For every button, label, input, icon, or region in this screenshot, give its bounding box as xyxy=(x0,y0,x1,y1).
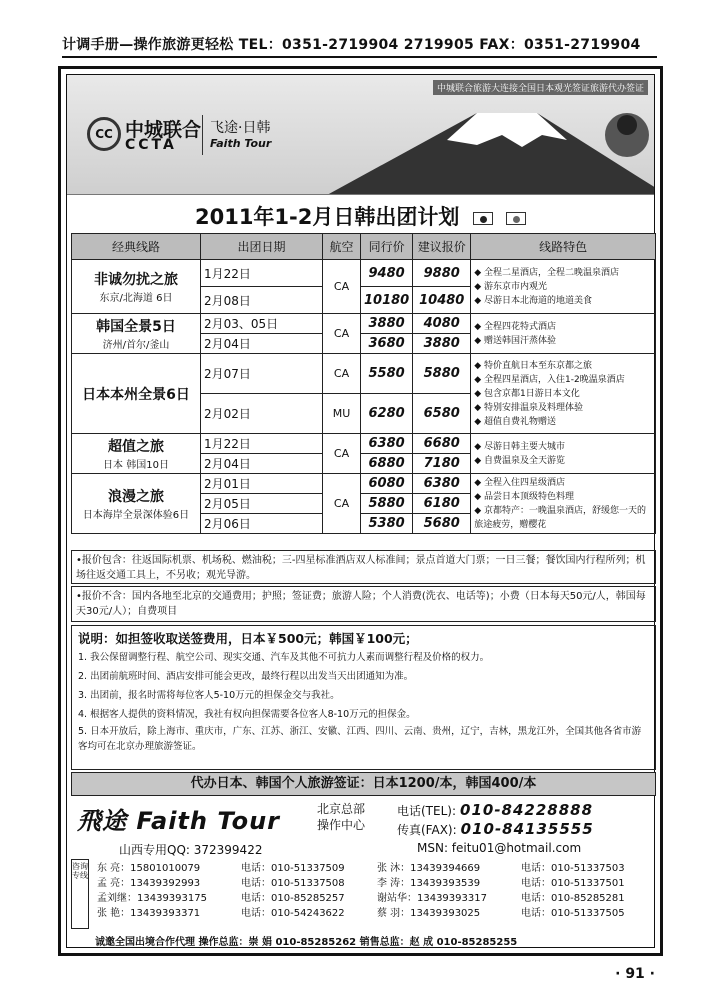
table-row xyxy=(72,474,656,494)
route-sub: 日本海岸全景深体验6日 xyxy=(82,510,190,521)
route-name: 浪漫之旅 xyxy=(108,489,164,505)
contact-phones xyxy=(397,801,594,839)
features-cell xyxy=(471,314,656,354)
retail-price: 5880 xyxy=(413,354,471,394)
air-cell: CA xyxy=(323,474,361,534)
date-cell: 2月02日 xyxy=(201,394,323,434)
contact-cell: 电话：010-85285257 xyxy=(241,893,345,904)
explanation-item: 1. 我公保留调整行程、航空公司、现实交通、汽车及其他不可抗力人素而调整行程及价格的权力。 xyxy=(78,652,490,663)
route-cell xyxy=(72,354,201,434)
mount-fuji-illustration xyxy=(327,95,654,195)
peer-price: 3680 xyxy=(361,334,413,354)
route-sub: 日本 韩国10日 xyxy=(103,460,169,471)
explanation-box xyxy=(71,625,656,770)
explanation-item: 2. 出团前航班时间、酒店安排可能会更改，最终行程以出发当天出团通知为准。 xyxy=(78,671,414,682)
ops-text: 操作中心 xyxy=(317,818,366,832)
header-cell: 经典线路 xyxy=(72,234,201,260)
retail-price: 6580 xyxy=(413,394,471,434)
ccta-logo-icon: CC xyxy=(87,117,121,151)
explanation-lead: 说明：如担签收取送签费用，日本￥500元；韩国￥100元； xyxy=(78,631,418,646)
feature-item: ◆ 全程四星酒店，入住1-2晚温泉酒店 xyxy=(474,373,652,387)
route-cell xyxy=(72,434,201,474)
banner-tagline: 中城联合旅游大连接全国日本观光签证旅游代办签证 xyxy=(433,80,648,95)
brand-cn: 飞途·日韩 xyxy=(210,120,271,136)
table-row xyxy=(72,260,656,287)
contact-cell: 东 亮：15801010079 xyxy=(97,863,201,874)
title-text: 2011年1-2月日韩出团计划 xyxy=(194,205,460,229)
table-row xyxy=(72,314,656,334)
fax-label: 传真(FAX): xyxy=(397,823,457,837)
contact-row xyxy=(95,874,655,889)
peer-price: 3880 xyxy=(361,314,413,334)
peer-price: 10180 xyxy=(361,287,413,314)
tel-label: 电话(TEL): xyxy=(397,804,457,818)
route-sub: 济州/首尔/釜山 xyxy=(102,340,170,351)
contact-cell: 张 艳：13439393371 xyxy=(97,908,201,919)
price-excluded-note: •报价不含：国内各地至北京的交通费用；护照；签证费；旅游人险；个人消费(洗衣、电话等)；小费（日本每天50元/人，韩国每天30元/人）；自费项目 xyxy=(71,586,656,622)
contact-row xyxy=(95,859,655,874)
japan-flag-icon xyxy=(473,212,493,225)
page-title xyxy=(67,197,654,231)
tel-line xyxy=(397,801,594,820)
route-name: 日本本州全景6日 xyxy=(82,386,190,403)
retail-price: 6180 xyxy=(413,494,471,514)
feature-item: ◆ 特价直航日本至东京都之旅 xyxy=(474,359,652,373)
peer-price: 5380 xyxy=(361,514,413,534)
ad-frame xyxy=(58,66,663,956)
fax-line xyxy=(397,820,594,839)
ad-inner xyxy=(66,74,655,948)
korea-flag-icon xyxy=(506,212,526,225)
date-cell: 1月22日 xyxy=(201,434,323,454)
logo-cn: 中城联合 xyxy=(125,119,202,141)
features-cell xyxy=(471,474,656,534)
features-cell xyxy=(471,354,656,434)
contact-cell: 电话：010-51337505 xyxy=(521,908,625,919)
page-number: · 91 · xyxy=(615,966,655,982)
contact-cell: 张 沐：13439394669 xyxy=(376,863,481,874)
contact-cell: 谢站华：13439393317 xyxy=(376,893,487,904)
air-cell: CA xyxy=(323,434,361,474)
retail-price: 5680 xyxy=(413,514,471,534)
features-cell xyxy=(471,434,656,474)
feature-item: ◆ 全程二星酒店，全程二晚温泉酒店 xyxy=(474,266,652,280)
visa-agent-bar: 代办日本、韩国个人旅游签证：日本1200/本，韩国400/本 xyxy=(71,772,656,796)
contact-cell: 电话：010-85285281 xyxy=(521,893,625,904)
price-included-note: •报价包含：往返国际机票、机场税、燃油税；三-四星标准酒店双人标准间；景点首道大门票；一日三餐；餐饮国内行程所列；机场往返交通工具上，不另收；观光导游。 xyxy=(71,550,656,584)
route-name: 非诚勿扰之旅 xyxy=(94,272,178,288)
feature-item: ◆ 全程四花特式酒店 xyxy=(474,320,652,334)
retail-price: 4080 xyxy=(413,314,471,334)
header-cell: 建议报价 xyxy=(413,234,471,260)
hq-text: 北京总部 xyxy=(317,802,366,816)
table-row xyxy=(72,434,656,454)
retail-price: 6380 xyxy=(413,474,471,494)
feature-item: ◆ 品尝日本顶级特色料理 xyxy=(474,490,652,504)
retail-price: 10480 xyxy=(413,287,471,314)
banner xyxy=(67,75,654,195)
date-cell: 2月06日 xyxy=(201,514,323,534)
header-cell: 同行价 xyxy=(361,234,413,260)
feature-item: ◆ 自费温泉及全天游览 xyxy=(474,454,652,468)
route-cell xyxy=(72,314,201,354)
feature-item: ◆ 游东京市内观光 xyxy=(474,280,652,294)
contact-cell: 孟刘继：13439393175 xyxy=(97,893,207,904)
date-cell: 2月04日 xyxy=(201,454,323,474)
faith-tour-logo: 飛途 Faith Tour xyxy=(77,807,281,835)
air-cell: CA xyxy=(323,260,361,314)
brand-en: Faith Tour xyxy=(210,137,272,150)
peer-price: 9480 xyxy=(361,260,413,287)
peer-price: 6380 xyxy=(361,434,413,454)
logo-en: CCTA xyxy=(125,137,177,153)
fax-number: 010-84135555 xyxy=(460,820,594,838)
header-strip: 计调手册—操作旅游更轻松 TEL：0351-2719904 2719905 FAX：0351-2719904 xyxy=(62,34,657,58)
contact-row xyxy=(95,889,655,904)
table-header-row xyxy=(72,234,656,260)
feature-item: ◆ 特别安排温泉及料理体验 xyxy=(474,401,652,415)
route-name: 韩国全景5日 xyxy=(96,319,176,335)
peer-price: 6080 xyxy=(361,474,413,494)
feature-item: ◆ 超值自费礼物赠送 xyxy=(474,415,652,429)
route-cell xyxy=(72,474,201,534)
feature-item: ◆ 包含京都1日游日本文化 xyxy=(474,387,652,401)
explanation-item: 5. 日本开放后，除上海市、重庆市，广东、江苏、浙江、安徽、江西、四川、云南、贵州，辽宁，吉林，黑龙江外，全国其他各省市游客均可在北京办理旅游签证。 xyxy=(78,726,642,752)
date-cell: 2月04日 xyxy=(201,334,323,354)
route-sub: 东京/北海道 6日 xyxy=(99,293,173,304)
date-cell: 2月07日 xyxy=(201,354,323,394)
contact-cell: 电话：010-51337503 xyxy=(521,863,625,874)
peer-price: 6280 xyxy=(361,394,413,434)
msn-contact: MSN: feitu01@hotmail.com xyxy=(417,841,582,855)
contact-cell: 电话：010-51337508 xyxy=(241,878,345,889)
contact-cell: 电话：010-51337509 xyxy=(241,863,345,874)
date-cell: 2月08日 xyxy=(201,287,323,314)
retail-price: 7180 xyxy=(413,454,471,474)
date-cell: 2月01日 xyxy=(201,474,323,494)
feature-item: ◆ 尽游日韩主要大城市 xyxy=(474,440,652,454)
air-cell: MU xyxy=(323,394,361,434)
peer-price: 5580 xyxy=(361,354,413,394)
contact-cell: 蔡 羽：13439393025 xyxy=(376,908,481,919)
air-cell: CA xyxy=(323,354,361,394)
contact-cell: 孟 亮：13439392993 xyxy=(97,878,201,889)
contacts-table xyxy=(95,859,655,919)
header-cell: 航空 xyxy=(323,234,361,260)
hq-label xyxy=(317,801,365,833)
header-cell: 出团日期 xyxy=(201,234,323,260)
explanation-item: 4. 根据客人提供的资料情况，我社有权向担保需要各位客人8-10万元的担保金。 xyxy=(78,709,416,720)
route-name: 超值之旅 xyxy=(108,439,164,455)
retail-price: 3880 xyxy=(413,334,471,354)
qq-contact: 山西专用QQ: 372399422 xyxy=(119,843,263,857)
retail-price: 9880 xyxy=(413,260,471,287)
features-cell xyxy=(471,260,656,314)
table-row xyxy=(72,354,656,394)
feature-item: ◆ 京都特产：一晚温泉酒店，舒缓您一天的旅途疲劳，赠樱花 xyxy=(474,504,652,532)
logo-divider xyxy=(202,115,203,155)
footer-bottom-line: 诚邀全国出境合作代理 操作总监：崇 娟 010-85285262 销售总监：赵 成 010-85285255 xyxy=(95,937,518,948)
peer-price: 5880 xyxy=(361,494,413,514)
contact-row xyxy=(95,904,655,919)
explanation-item: 3. 出团前，报名时需将每位客人5-10万元的担保金交与我社。 xyxy=(78,690,340,701)
feature-item: ◆ 全程入住四星级酒店 xyxy=(474,476,652,490)
contact-cell: 电话：010-51337501 xyxy=(521,878,625,889)
date-cell: 2月05日 xyxy=(201,494,323,514)
tour-plan-table xyxy=(71,233,656,534)
contact-cell: 李 涛：13439393539 xyxy=(376,878,481,889)
header-cell: 线路特色 xyxy=(471,234,656,260)
date-cell: 2月03、05日 xyxy=(201,314,323,334)
date-cell: 1月22日 xyxy=(201,260,323,287)
peer-price: 6880 xyxy=(361,454,413,474)
feature-item: ◆ 赠送韩国汗蒸体验 xyxy=(474,334,652,348)
contact-cell: 电话：010-54243622 xyxy=(241,908,345,919)
route-cell xyxy=(72,260,201,314)
air-cell: CA xyxy=(323,314,361,354)
retail-price: 6680 xyxy=(413,434,471,454)
tel-number: 010-84228888 xyxy=(460,801,594,819)
side-label: 咨询专线 xyxy=(71,859,89,929)
feature-item: ◆ 尽游日本北海道的地道美食 xyxy=(474,294,652,308)
